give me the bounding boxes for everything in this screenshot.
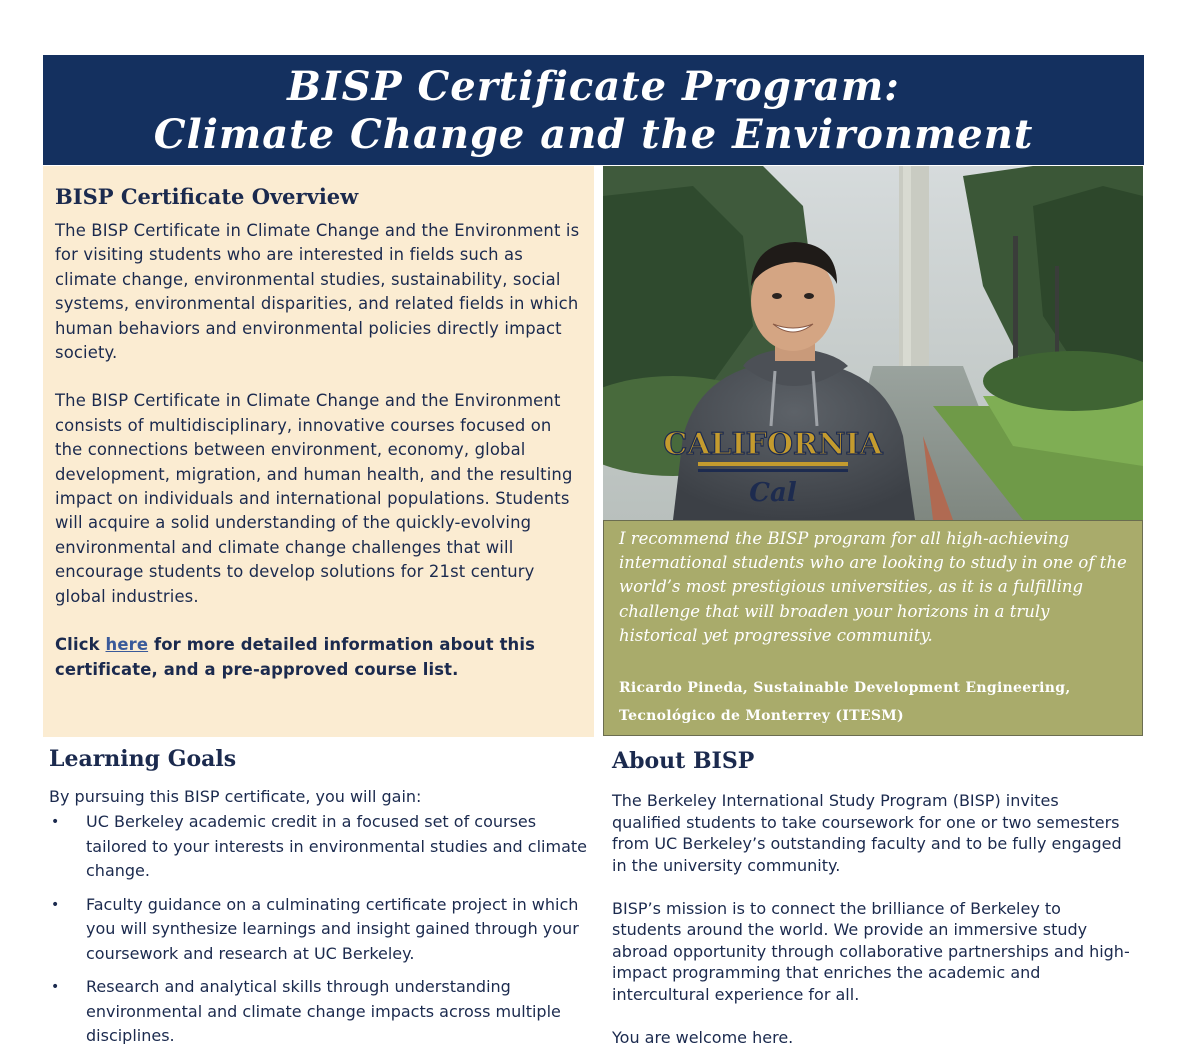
- bullet-icon: •: [51, 896, 60, 913]
- goal-text: UC Berkeley academic credit in a focused set of courses tailored to your interests in environmental studies and climate change.: [86, 812, 587, 880]
- about-section: [612, 748, 1132, 1044]
- bullet-icon: •: [51, 979, 60, 995]
- overview-paragraph-2: The BISP Certificate in Climate Change and the Environment consists of multidisciplinary, innovative courses focused on the connections between environment, economy, global development, migration, and human health, and the resulting impact on individuals and international populations. Students will acquire a solid understanding of the quickly-evolving environmental and climate change challenges that will encourage students to develop solutions for 21st century global industries.: [55, 391, 573, 606]
- learning-goals-heading: Learning Goals: [49, 746, 237, 772]
- testimonial-box: [603, 520, 1143, 736]
- sweatshirt-lettering: CALIFORNIA: [663, 427, 883, 462]
- overview-paragraph-1: The BISP Certificate in Climate Change and the Environment is for visiting students who are interested in fields such as climate change, environmental studies, sustainability, social systems, environmental disparities, and related fields in which human behaviors and environmental policies directly impact society.: [55, 221, 580, 363]
- list-item: [49, 975, 589, 1044]
- list-item: [49, 810, 589, 884]
- learning-goals-intro: By pursuing this BISP certificate, you will gain:: [49, 787, 422, 806]
- page-title-line-2: Climate Change and the Environment: [153, 111, 1034, 158]
- attribution-line-1: Ricardo Pineda, Sustainable Development Engineering,: [619, 680, 1071, 697]
- about-heading: About BISP: [612, 748, 755, 774]
- cta-suffix: for more detailed information about this certificate, and a pre-approved course list.: [55, 635, 536, 679]
- sweatshirt-logo: Cal: [749, 478, 797, 508]
- about-paragraph-3: You are welcome here.: [612, 1027, 794, 1044]
- testimonial-quote: I recommend the BISP program for all high-achieving international students who are looking to study in one of the world’s most prestigious universities, as it is a fulfilling challenge that will broaden your horizons in a truly historical yet progressive community.: [619, 529, 1127, 645]
- about-paragraph-2: BISP’s mission is to connect the brilliance of Berkeley to students around the world. We provide an immersive study abroad opportunity through collaborative partnerships and high-impact programming that enriches the academic and intercultural experience for all.: [612, 898, 1130, 1004]
- list-item: [49, 893, 589, 967]
- attribution-line-2: Tecnológico de Monterrey (ITESM): [619, 708, 904, 725]
- overview-cta: [55, 633, 582, 682]
- page-title-line-1: BISP Certificate Program:: [287, 63, 900, 110]
- testimonial-attribution: [619, 674, 1128, 730]
- goal-text: Faculty guidance on a culminating certificate project in which you will synthesize learnings and insight gained through your coursework and research at UC Berkeley.: [86, 894, 579, 963]
- overview-heading: BISP Certificate Overview: [55, 184, 359, 209]
- learning-goals-section: [49, 746, 589, 1044]
- learning-goals-list: [49, 810, 589, 1044]
- cta-prefix: Click: [55, 635, 106, 655]
- about-paragraph-1: The Berkeley International Study Program (BISP) invites qualified students to take coursework for one or two semesters from UC Berkeley’s outstanding faculty and to be fully engaged in the university community.: [612, 791, 1122, 875]
- bullet-icon: •: [51, 814, 60, 830]
- student-photo: [603, 166, 1143, 520]
- page-header: [43, 55, 1144, 165]
- overview-panel: [43, 166, 594, 737]
- goal-text: Research and analytical skills through understanding environmental and climate change impacts across multiple disciplines.: [86, 977, 561, 1044]
- here-link[interactable]: here: [105, 635, 149, 655]
